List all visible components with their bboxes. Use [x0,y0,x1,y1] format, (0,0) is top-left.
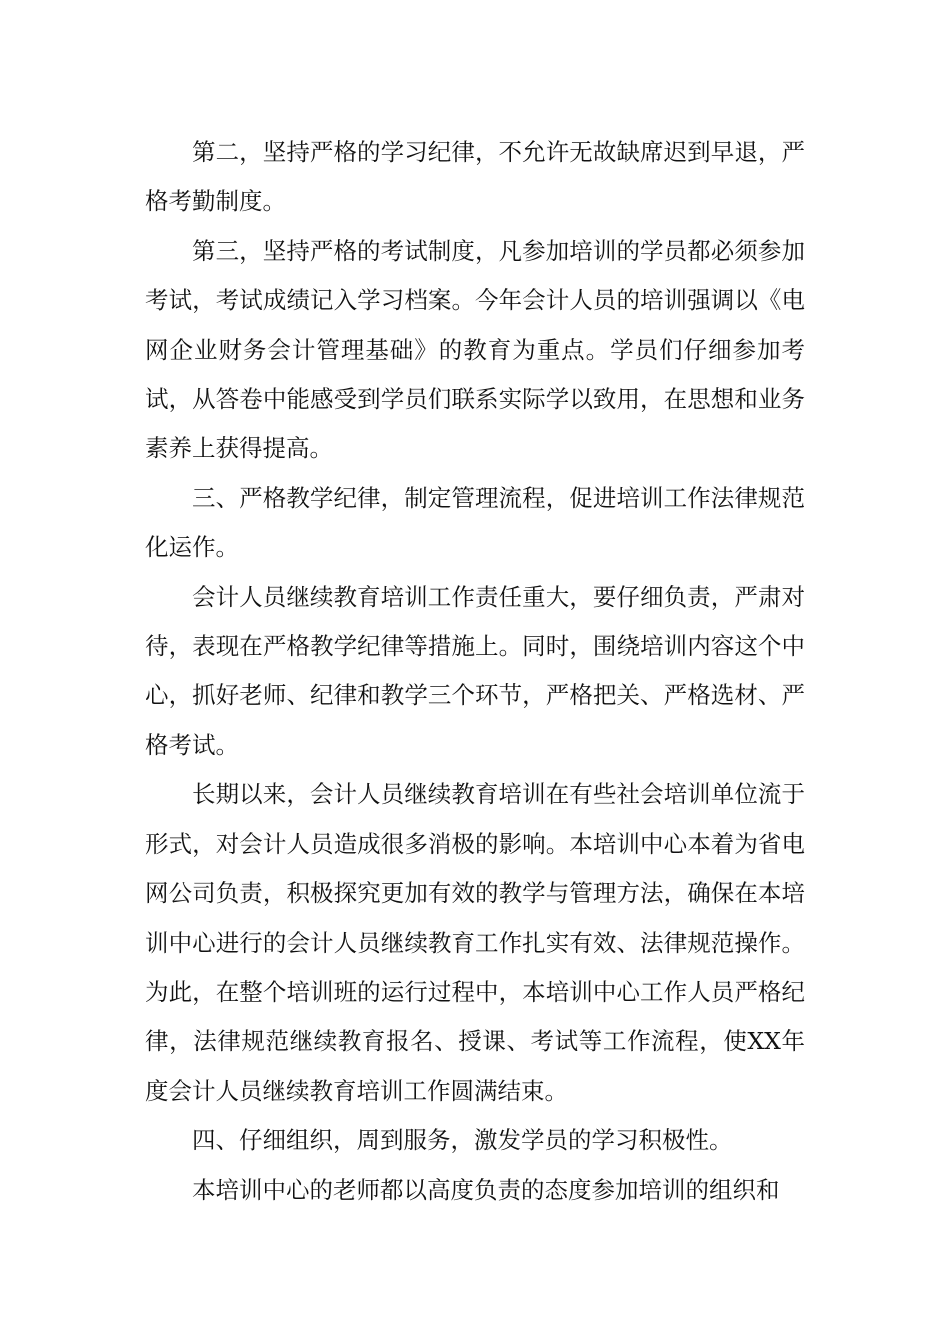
document-body [145,128,805,1215]
paragraph-long-term: 长期以来，会计人员继续教育培训在有些社会培训单位流于形式，对会计人员造成很多消极的影响。本培训中心本着为省电网公司负责，积极探究更加有效的教学与管理方法，确保在本培训中心进行的会计人员继续教育工作扎实有效、法律规范操作。为此，在整个培训班的运行过程中，本培训中心工作人员严格纪律，法律规范继续教育报名、授课、考试等工作流程，使XX年度会计人员继续教育培训工作圆满结束。 [145,780,805,1105]
section-heading-four: 四、仔细组织，周到服务，激发学员的学习积极性。 [192,1126,733,1155]
paragraph-teaching-discipline: 会计人员继续教育培训工作责任重大，要仔细负责，严肃对待，表现在严格教学纪律等措施上。同时，围绕培训内容这个中心，抓好老师、纪律和教学三个环节，严格把关、严格选材、严格考试。 [145,582,805,759]
paragraph-exam-rule: 第三，坚持严格的考试制度，凡参加培训的学员都必须参加考试，考试成绩记入学习档案。今年会计人员的培训强调以《电网企业财务会计管理基础》的教育为重点。学员们仔细参加考试，从答卷中能感受到学员们联系实际学以致用，在思想和业务素养上获得提高。 [145,236,805,463]
paragraph-attendance-rule: 第二，坚持严格的学习纪律，不允许无故缺席迟到早退，严格考勤制度。 [145,138,805,216]
paragraph-teachers: 本培训中心的老师都以高度负责的态度参加培训的组织和 [192,1175,780,1204]
section-heading-three: 三、严格教学纪律，制定管理流程，促进培训工作法律规范化运作。 [145,483,805,562]
